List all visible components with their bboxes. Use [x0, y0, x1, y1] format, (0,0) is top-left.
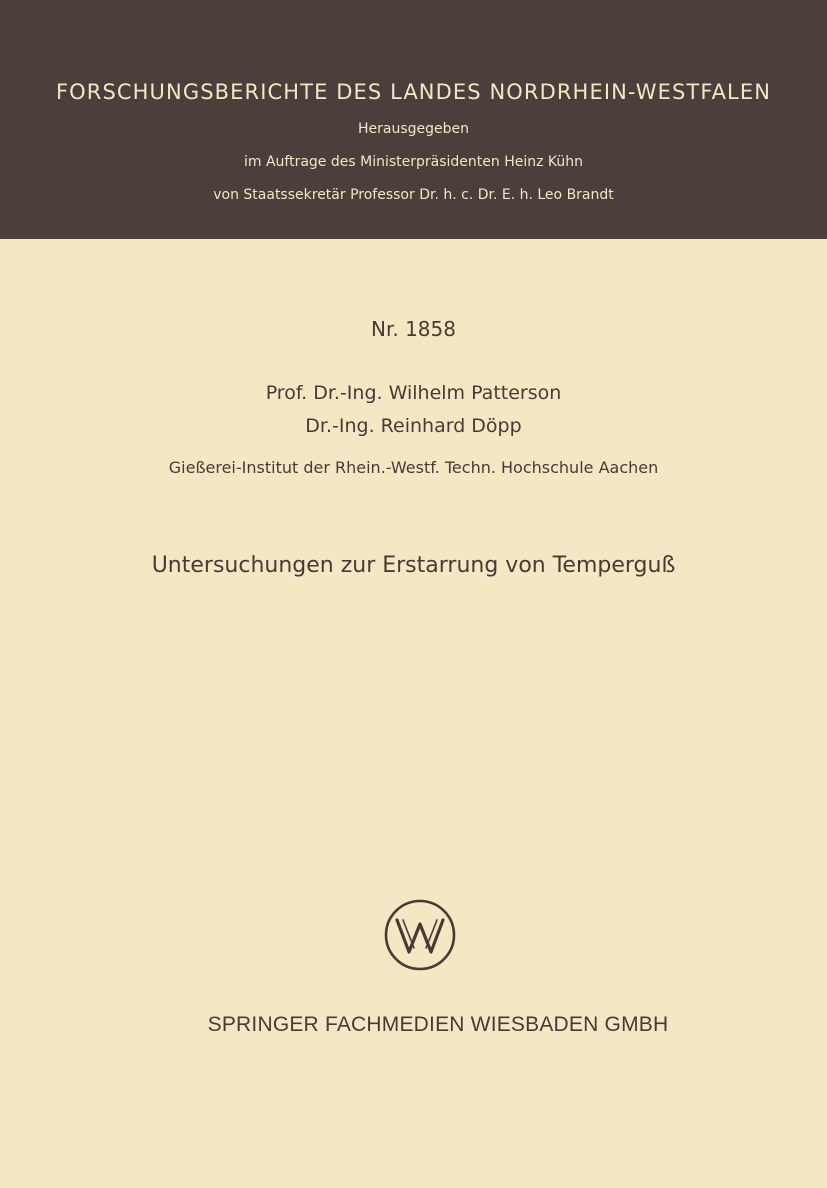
- springer-ww-logo-icon: [383, 898, 457, 972]
- publisher-name: SPRINGER FACHMEDIEN WIESBADEN GMBH: [207, 1013, 669, 1036]
- series-title: FORSCHUNGSBERICHTE DES LANDES NORDRHEIN-WESTFALEN: [55, 80, 772, 104]
- editor-line-1: Herausgegeben: [357, 121, 469, 137]
- header-band: [0, 0, 827, 239]
- editor-line-2: im Auftrage des Ministerpräsidenten Heinz Kühn: [243, 154, 584, 170]
- author-2: Dr.-Ing. Reinhard Döpp: [305, 415, 522, 437]
- volume-number: Nr. 1858: [371, 317, 456, 341]
- author-1: Prof. Dr.-Ing. Wilhelm Patterson: [265, 382, 562, 404]
- editor-line-3: von Staatssekretär Professor Dr. h. c. Dr. E. h. Leo Brandt: [213, 187, 614, 203]
- book-title: Untersuchungen zur Erstarrung von Temperguß: [151, 553, 676, 578]
- institute: Gießerei-Institut der Rhein.-Westf. Techn. Hochschule Aachen: [168, 458, 659, 477]
